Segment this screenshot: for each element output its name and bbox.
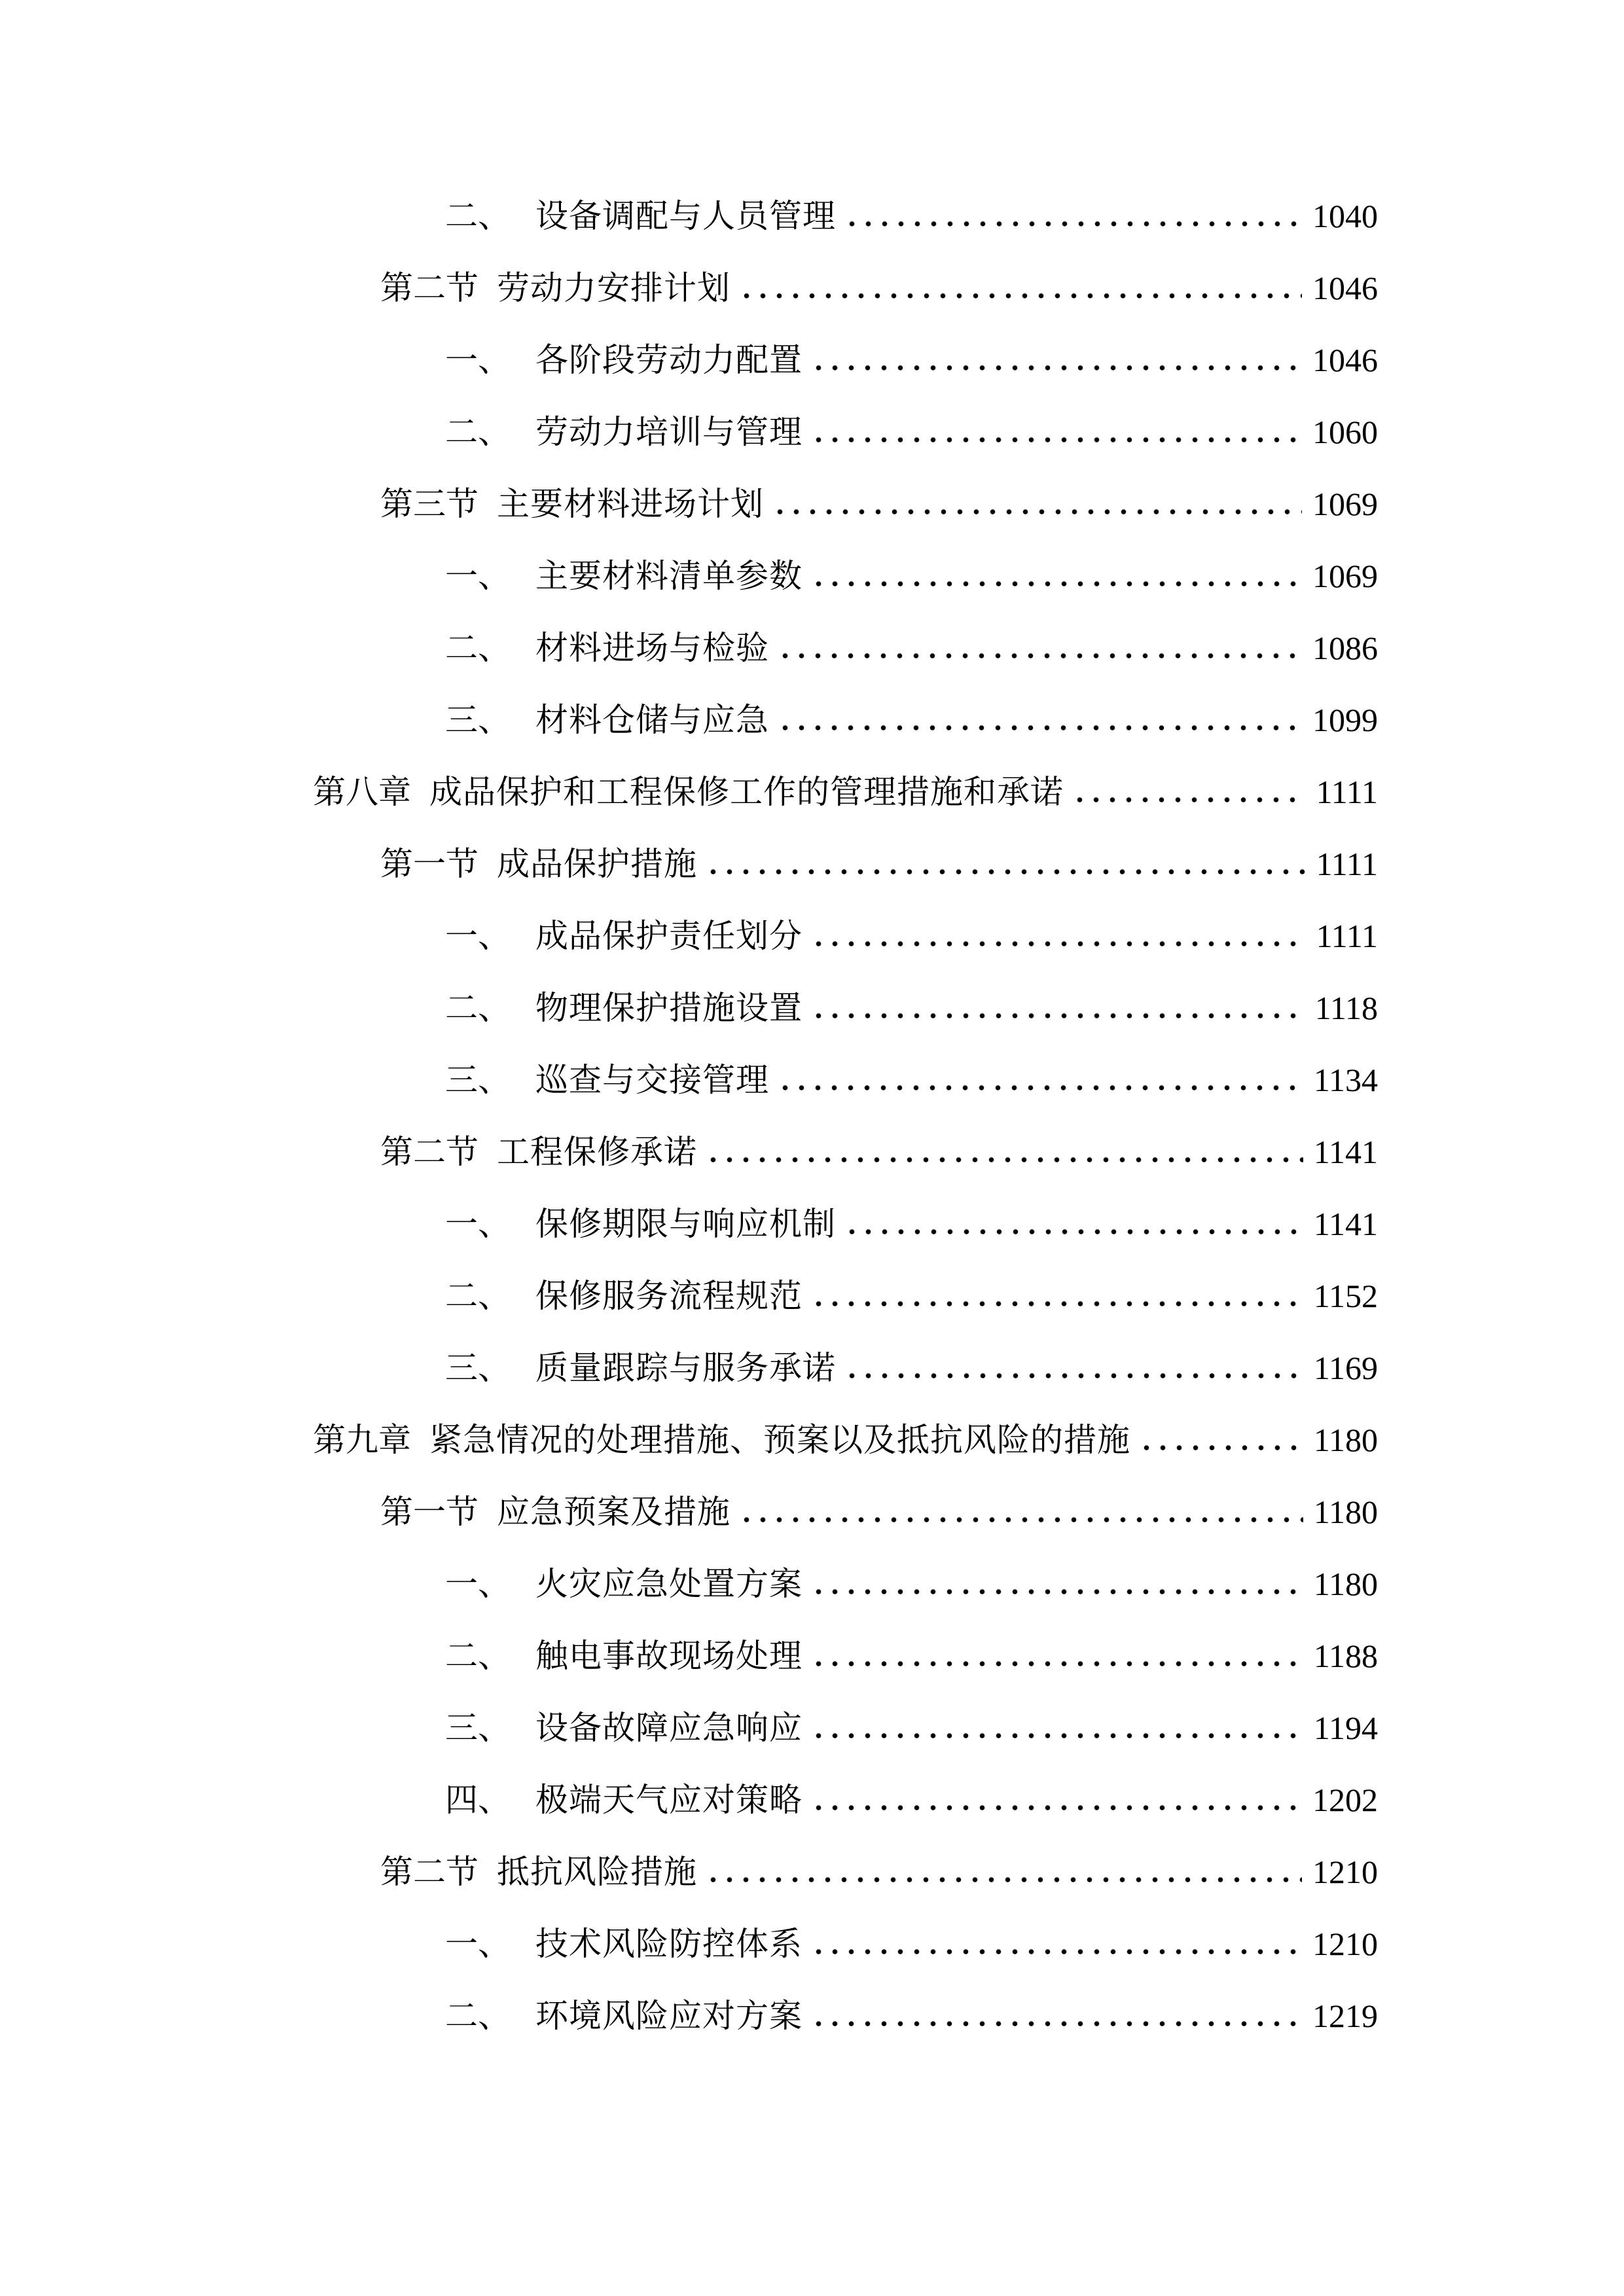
toc-entry <box>313 468 1378 540</box>
toc-entry <box>313 540 1378 612</box>
toc-entry-title: 极端天气应对策略 <box>535 1782 803 1818</box>
toc-entry-page-number: 1111 <box>1316 774 1378 810</box>
toc-entry-number: 一、 <box>445 1566 511 1602</box>
toc-entry-title: 成品保护和工程保修工作的管理措施和承诺 <box>429 774 1064 810</box>
toc-entry-number: 第八章 <box>313 774 411 810</box>
toc-dot-leader <box>777 684 1302 756</box>
toc-entry-title: 质量跟踪与服务承诺 <box>535 1350 836 1386</box>
toc-dot-leader <box>810 1692 1303 1764</box>
toc-dot-leader <box>1138 1404 1303 1476</box>
toc-entry-title: 保修期限与响应机制 <box>535 1206 836 1242</box>
toc-entry <box>313 1116 1378 1188</box>
toc-entry-title: 成品保护责任划分 <box>535 918 803 954</box>
toc-entry-number: 一、 <box>445 342 511 378</box>
toc-entry-number: 二、 <box>445 630 511 666</box>
toc-entry-page-number: 1188 <box>1313 1638 1378 1674</box>
toc-entry-page-number: 1046 <box>1312 342 1378 378</box>
toc-entry-number: 第九章 <box>313 1422 411 1458</box>
toc-dot-leader <box>810 324 1302 396</box>
toc-dot-leader <box>810 396 1302 468</box>
toc-entry <box>313 1908 1378 1980</box>
toc-entry-page-number: 1134 <box>1313 1062 1378 1098</box>
toc-dot-leader <box>810 1764 1302 1836</box>
toc-entry-number: 一、 <box>445 558 511 594</box>
toc-entry <box>313 1692 1378 1764</box>
toc-entry-page-number: 1202 <box>1312 1782 1378 1818</box>
toc-entry-number: 二、 <box>445 414 511 450</box>
toc-entry <box>313 612 1378 684</box>
toc-entry-page-number: 1099 <box>1312 702 1378 738</box>
toc-entry-title: 各阶段劳动力配置 <box>535 342 803 378</box>
toc-entry-number: 第二节 <box>380 270 478 306</box>
toc-entry-page-number: 1118 <box>1314 990 1378 1026</box>
toc-dot-leader <box>810 1620 1303 1692</box>
toc-entry-title: 劳动力培训与管理 <box>535 414 803 450</box>
toc-entry-number: 四、 <box>445 1782 511 1818</box>
toc-dot-leader <box>810 1260 1303 1332</box>
toc-entry-number: 第三节 <box>380 486 478 522</box>
toc-entry-page-number: 1152 <box>1313 1278 1378 1314</box>
toc-entry-number: 第二节 <box>380 1134 478 1170</box>
toc-dot-leader <box>705 1116 1303 1188</box>
toc-entry-title: 设备调配与人员管理 <box>535 198 836 234</box>
toc-entry <box>313 1620 1378 1692</box>
toc-entry <box>313 1044 1378 1116</box>
toc-entry-number: 三、 <box>445 1062 511 1098</box>
toc-entry-title: 成品保护措施 <box>497 846 697 882</box>
toc-entry-number: 一、 <box>445 1206 511 1242</box>
toc-entry <box>313 684 1378 756</box>
toc-dot-leader <box>810 1980 1302 2052</box>
toc-entry-page-number: 1111 <box>1316 918 1378 954</box>
toc-entry <box>313 1404 1378 1476</box>
toc-dot-leader <box>738 1476 1303 1548</box>
toc-dot-leader <box>1072 756 1306 828</box>
toc-entry-title: 物理保护措施设置 <box>535 990 803 1026</box>
toc-dot-leader <box>705 828 1306 900</box>
toc-entry-page-number: 1210 <box>1312 1926 1378 1962</box>
toc-entry <box>313 1980 1378 2052</box>
toc-entry-page-number: 1141 <box>1313 1134 1378 1170</box>
toc-entry-page-number: 1210 <box>1312 1854 1378 1890</box>
toc-entry-title: 技术风险防控体系 <box>535 1926 803 1962</box>
toc-entry-page-number: 1180 <box>1313 1566 1378 1602</box>
table-of-contents <box>313 180 1378 2052</box>
toc-entry <box>313 1332 1378 1404</box>
toc-entry-page-number: 1040 <box>1312 198 1378 234</box>
toc-dot-leader <box>810 972 1305 1044</box>
toc-dot-leader <box>777 612 1302 684</box>
toc-entry <box>313 900 1378 972</box>
toc-entry-page-number: 1060 <box>1312 414 1378 450</box>
toc-entry-title: 保修服务流程规范 <box>535 1278 803 1314</box>
toc-entry-number: 三、 <box>445 702 511 738</box>
toc-entry-number: 第一节 <box>380 846 478 882</box>
toc-entry-title: 抵抗风险措施 <box>497 1854 697 1890</box>
toc-entry-number: 二、 <box>445 1638 511 1674</box>
toc-entry-page-number: 1180 <box>1313 1422 1378 1458</box>
toc-entry-title: 紧急情况的处理措施、预案以及抵抗风险的措施 <box>429 1422 1130 1458</box>
toc-dot-leader <box>772 468 1302 540</box>
toc-entry <box>313 1548 1378 1620</box>
toc-entry <box>313 324 1378 396</box>
toc-dot-leader <box>810 900 1306 972</box>
toc-entry-page-number: 1111 <box>1316 846 1378 882</box>
toc-dot-leader <box>844 180 1302 252</box>
toc-entry-title: 巡查与交接管理 <box>535 1062 769 1098</box>
toc-entry-number: 第一节 <box>380 1494 478 1530</box>
toc-entry-title: 环境风险应对方案 <box>535 1998 803 2034</box>
toc-entry <box>313 1476 1378 1548</box>
toc-entry-title: 材料仓储与应急 <box>535 702 769 738</box>
toc-entry-number: 三、 <box>445 1710 511 1746</box>
toc-entry-number: 二、 <box>445 990 511 1026</box>
toc-entry-number: 第二节 <box>380 1854 478 1890</box>
toc-dot-leader <box>810 1548 1303 1620</box>
toc-entry-title: 应急预案及措施 <box>497 1494 731 1530</box>
toc-entry-page-number: 1169 <box>1313 1350 1378 1386</box>
toc-dot-leader <box>738 252 1302 324</box>
toc-dot-leader <box>844 1332 1303 1404</box>
toc-entry-page-number: 1219 <box>1312 1998 1378 2034</box>
toc-entry-title: 主要材料清单参数 <box>535 558 803 594</box>
toc-entry <box>313 1260 1378 1332</box>
toc-entry-page-number: 1046 <box>1312 270 1378 306</box>
toc-entry-title: 工程保修承诺 <box>497 1134 697 1170</box>
toc-dot-leader <box>705 1836 1302 1908</box>
toc-entry-number: 三、 <box>445 1350 511 1386</box>
toc-entry-page-number: 1069 <box>1312 558 1378 594</box>
toc-dot-leader <box>810 1908 1302 1980</box>
toc-entry-title: 材料进场与检验 <box>535 630 769 666</box>
toc-entry-number: 一、 <box>445 1926 511 1962</box>
toc-entry <box>313 756 1378 828</box>
toc-entry <box>313 1836 1378 1908</box>
toc-entry <box>313 1188 1378 1260</box>
toc-entry <box>313 180 1378 252</box>
toc-dot-leader <box>777 1044 1303 1116</box>
toc-entry-number: 二、 <box>445 198 511 234</box>
toc-entry-page-number: 1180 <box>1313 1494 1378 1530</box>
toc-dot-leader <box>844 1188 1303 1260</box>
toc-entry-number: 一、 <box>445 918 511 954</box>
toc-entry <box>313 396 1378 468</box>
toc-dot-leader <box>810 540 1302 612</box>
toc-entry-number: 二、 <box>445 1278 511 1314</box>
toc-entry-page-number: 1141 <box>1313 1206 1378 1242</box>
toc-entry <box>313 972 1378 1044</box>
toc-entry <box>313 1764 1378 1836</box>
toc-entry-title: 主要材料进场计划 <box>497 486 764 522</box>
toc-entry-page-number: 1069 <box>1312 486 1378 522</box>
toc-entry <box>313 252 1378 324</box>
toc-entry-title: 火灾应急处置方案 <box>535 1566 803 1602</box>
toc-entry-title: 设备故障应急响应 <box>535 1710 803 1746</box>
toc-entry-title: 劳动力安排计划 <box>497 270 731 306</box>
toc-entry <box>313 828 1378 900</box>
toc-entry-page-number: 1086 <box>1312 630 1378 666</box>
toc-entry-page-number: 1194 <box>1313 1710 1378 1746</box>
toc-entry-title: 触电事故现场处理 <box>535 1638 803 1674</box>
toc-entry-number: 二、 <box>445 1998 511 2034</box>
